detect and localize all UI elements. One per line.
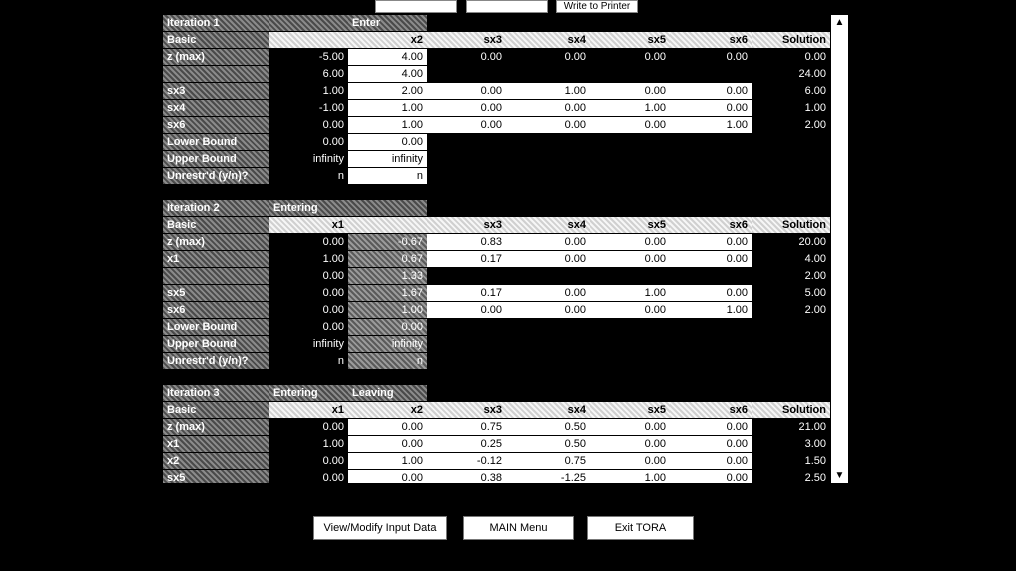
scroll-down-icon[interactable]: ▼	[834, 470, 845, 481]
table-cell[interactable]: 0.00	[670, 285, 752, 301]
row-label: Lower Bound	[163, 134, 269, 150]
table-cell[interactable]: 0.00	[506, 49, 590, 65]
table-cell[interactable]: 1.00	[590, 470, 670, 483]
table-cell[interactable]: 0.00	[670, 49, 752, 65]
table-cell[interactable]: n	[269, 168, 348, 184]
table-cell[interactable]	[506, 168, 590, 184]
table-cell[interactable]: 0.25	[427, 436, 506, 452]
column-header: sx5	[590, 217, 670, 233]
column-header	[269, 32, 348, 48]
column-header: Solution	[752, 402, 830, 418]
column-header: sx3	[427, 32, 506, 48]
entering-tag: Entering	[269, 200, 348, 216]
table-cell[interactable]	[670, 134, 752, 150]
table-cell[interactable]	[590, 336, 670, 352]
table-cell[interactable]: 1.00	[670, 302, 752, 318]
table-cell[interactable]: 0.00	[506, 100, 590, 116]
table-cell[interactable]: 1.00	[269, 83, 348, 99]
column-header	[348, 217, 427, 233]
table-cell[interactable]: 0.50	[506, 419, 590, 435]
column-header: sx3	[427, 402, 506, 418]
row-label: Unrestr'd (y/n)?	[163, 168, 269, 184]
row-label: Lower Bound	[163, 319, 269, 335]
iteration-title: Iteration 1	[163, 15, 269, 31]
table-cell[interactable]: 0.00	[427, 49, 506, 65]
table-cell[interactable]: 0.00	[670, 470, 752, 483]
table-cell[interactable]: 0.00	[269, 268, 348, 284]
row-label: sx6	[163, 117, 269, 133]
column-header: sx3	[427, 217, 506, 233]
table-cell[interactable]: 0.00	[427, 117, 506, 133]
table-cell[interactable]: 0.00	[590, 453, 670, 469]
table-cell[interactable]: 0.00	[348, 436, 427, 452]
row-label: Upper Bound	[163, 151, 269, 167]
table-cell[interactable]: 0.00	[590, 419, 670, 435]
table-cell[interactable]: 0.00	[590, 234, 670, 250]
table-cell[interactable]	[506, 134, 590, 150]
table-cell[interactable]: -5.00	[269, 49, 348, 65]
column-header: sx5	[590, 402, 670, 418]
table-cell[interactable]: 21.00	[752, 419, 830, 435]
iterations-table	[163, 15, 848, 483]
column-header: x1	[269, 402, 348, 418]
table-cell[interactable]	[590, 268, 670, 284]
table-cell[interactable]: 0.38	[427, 470, 506, 483]
table-cell[interactable]: 0.00	[427, 83, 506, 99]
table-cell[interactable]: n	[348, 168, 427, 184]
row-label: z (max)	[163, 234, 269, 250]
table-cell[interactable]: 1.00	[269, 251, 348, 267]
table-cell[interactable]	[427, 66, 506, 82]
scroll-up-icon[interactable]: ▲	[834, 17, 845, 28]
table-cell[interactable]: 0.00	[269, 453, 348, 469]
column-header: sx6	[670, 32, 752, 48]
table-cell[interactable]: 2.50	[752, 470, 830, 483]
column-header: sx6	[670, 217, 752, 233]
column-header: x2	[348, 402, 427, 418]
table-cell[interactable]	[506, 336, 590, 352]
table-cell[interactable]: 1.50	[752, 453, 830, 469]
table-cell[interactable]: 0.17	[427, 285, 506, 301]
table-cell[interactable]: 0.00	[670, 83, 752, 99]
table-cell[interactable]: 1.00	[590, 285, 670, 301]
view-modify-input-data-button[interactable]: View/Modify Input Data	[313, 516, 447, 540]
table-cell[interactable]: 0.00	[348, 134, 427, 150]
column-header: sx4	[506, 217, 590, 233]
row-label	[163, 268, 269, 284]
table-cell[interactable]: 1.00	[348, 117, 427, 133]
table-cell[interactable]: 0.00	[670, 251, 752, 267]
table-cell[interactable]: 0.00	[269, 117, 348, 133]
table-cell[interactable]: 0.00	[506, 285, 590, 301]
column-header: Basic	[163, 217, 269, 233]
table-cell[interactable]	[752, 168, 830, 184]
table-cell[interactable]	[506, 268, 590, 284]
table-cell[interactable]: 1.00	[348, 302, 427, 318]
table-cell[interactable]: 1.00	[670, 117, 752, 133]
table-cell[interactable]	[670, 319, 752, 335]
table-cell[interactable]	[752, 151, 830, 167]
table-cell[interactable]	[670, 151, 752, 167]
table-cell[interactable]: 0.00	[670, 436, 752, 452]
column-header: sx4	[506, 402, 590, 418]
table-cell[interactable]: 0.50	[506, 436, 590, 452]
table-cell[interactable]: 0.67	[348, 251, 427, 267]
table-cell[interactable]	[752, 353, 830, 369]
table-cell[interactable]: 0.83	[427, 234, 506, 250]
table-cell[interactable]: 0.00	[506, 117, 590, 133]
iteration-title: Iteration 2	[163, 200, 269, 216]
table-cell[interactable]: 0.00	[590, 436, 670, 452]
column-header: sx6	[670, 402, 752, 418]
table-cell[interactable]: 6.00	[269, 66, 348, 82]
table-cell[interactable]	[670, 268, 752, 284]
table-cell[interactable]: 0.00	[590, 83, 670, 99]
table-cell[interactable]: 0.00	[269, 234, 348, 250]
row-label: Upper Bound	[163, 336, 269, 352]
row-label: sx3	[163, 83, 269, 99]
table-cell[interactable]: 0.00	[752, 49, 830, 65]
row-label: z (max)	[163, 419, 269, 435]
table-cell[interactable]: -1.00	[269, 100, 348, 116]
table-cell[interactable]: 5.00	[752, 285, 830, 301]
column-header: Basic	[163, 32, 269, 48]
table-cell[interactable]: 0.00	[670, 100, 752, 116]
top-button-1[interactable]	[375, 0, 457, 13]
table-cell[interactable]	[670, 168, 752, 184]
row-label: x2	[163, 453, 269, 469]
table-cell[interactable]	[590, 151, 670, 167]
table-cell[interactable]: 0.00	[590, 251, 670, 267]
table-cell[interactable]: -0.12	[427, 453, 506, 469]
table-cell[interactable]: 0.00	[590, 302, 670, 318]
table-cell[interactable]: 6.00	[752, 83, 830, 99]
table-cell[interactable]	[752, 134, 830, 150]
table-cell[interactable]: 0.00	[348, 419, 427, 435]
table-cell[interactable]	[427, 151, 506, 167]
table-cell[interactable]: 0.00	[427, 100, 506, 116]
table-cell[interactable]	[590, 319, 670, 335]
table-cell[interactable]: 0.00	[670, 453, 752, 469]
column-header: Solution	[752, 32, 830, 48]
leaving-tag: Enter	[348, 15, 427, 31]
top-button-2[interactable]	[466, 0, 548, 13]
table-cell[interactable]: 2.00	[348, 83, 427, 99]
table-cell[interactable]: 0.00	[670, 419, 752, 435]
table-cell[interactable]: 1.00	[269, 436, 348, 452]
table-cell[interactable]: 0.00	[590, 117, 670, 133]
table-cell[interactable]	[670, 353, 752, 369]
table-cell[interactable]	[506, 319, 590, 335]
table-cell[interactable]: 20.00	[752, 234, 830, 250]
table-cell[interactable]	[506, 66, 590, 82]
table-cell[interactable]: infinity	[269, 336, 348, 352]
table-cell[interactable]	[752, 336, 830, 352]
table-cell[interactable]: 24.00	[752, 66, 830, 82]
table-cell[interactable]	[670, 336, 752, 352]
table-cell[interactable]: 0.00	[269, 319, 348, 335]
table-cell[interactable]: n	[348, 353, 427, 369]
table-cell[interactable]: 1.33	[348, 268, 427, 284]
row-label: sx4	[163, 100, 269, 116]
table-cell[interactable]	[590, 353, 670, 369]
table-cell[interactable]: 0.00	[506, 302, 590, 318]
table-cell[interactable]: 0.00	[269, 470, 348, 483]
table-cell[interactable]: infinity	[269, 151, 348, 167]
table-cell[interactable]: 0.00	[506, 251, 590, 267]
table-cell[interactable]: 0.00	[506, 234, 590, 250]
table-cell[interactable]: 1.00	[590, 100, 670, 116]
table-cell[interactable]: 0.00	[348, 470, 427, 483]
table-cell[interactable]: 4.00	[348, 49, 427, 65]
column-header: sx4	[506, 32, 590, 48]
table-cell[interactable]: 2.00	[752, 302, 830, 318]
table-cell[interactable]	[506, 151, 590, 167]
table-cell[interactable]	[427, 353, 506, 369]
table-cell[interactable]: 0.75	[427, 419, 506, 435]
table-cell[interactable]	[670, 66, 752, 82]
table-cell[interactable]: 1.00	[348, 100, 427, 116]
write-to-printer-button[interactable]: Write to Printer	[556, 0, 638, 13]
column-header: sx5	[590, 32, 670, 48]
table-cell[interactable]: 1.67	[348, 285, 427, 301]
row-label: sx6	[163, 302, 269, 318]
table-cell[interactable]: 0.17	[427, 251, 506, 267]
table-cell[interactable]: 0.00	[269, 302, 348, 318]
table-cell[interactable]: 1.00	[752, 100, 830, 116]
table-cell[interactable]	[752, 319, 830, 335]
table-cell[interactable]: infinity	[348, 151, 427, 167]
table-cell[interactable]: 0.00	[670, 234, 752, 250]
entering-tag	[269, 15, 348, 31]
column-header: x2	[348, 32, 427, 48]
leaving-tag: Leaving	[348, 385, 427, 401]
table-cell[interactable]: -0.67	[348, 234, 427, 250]
table-cell[interactable]: 0.00	[269, 419, 348, 435]
table-cell[interactable]: 0.00	[348, 319, 427, 335]
table-cell[interactable]	[590, 66, 670, 82]
table-cell[interactable]: n	[269, 353, 348, 369]
column-header: x1	[269, 217, 348, 233]
column-header: Solution	[752, 217, 830, 233]
table-cell[interactable]: infinity	[348, 336, 427, 352]
vertical-scrollbar[interactable]	[831, 15, 848, 483]
table-cell[interactable]	[427, 134, 506, 150]
table-cell[interactable]: 3.00	[752, 436, 830, 452]
table-cell[interactable]: 1.00	[506, 83, 590, 99]
row-label: x1	[163, 436, 269, 452]
table-cell[interactable]: 0.00	[427, 302, 506, 318]
row-label: z (max)	[163, 49, 269, 65]
table-cell[interactable]: 2.00	[752, 117, 830, 133]
table-cell[interactable]: 0.00	[269, 134, 348, 150]
row-label: Unrestr'd (y/n)?	[163, 353, 269, 369]
row-label: x1	[163, 251, 269, 267]
table-cell[interactable]: 0.75	[506, 453, 590, 469]
table-cell[interactable]: 2.00	[752, 268, 830, 284]
table-cell[interactable]	[590, 168, 670, 184]
table-cell[interactable]: 0.00	[590, 49, 670, 65]
leaving-tag	[348, 200, 427, 216]
table-cell[interactable]: -1.25	[506, 470, 590, 483]
table-cell[interactable]	[427, 336, 506, 352]
table-cell[interactable]	[427, 319, 506, 335]
table-cell[interactable]	[590, 134, 670, 150]
row-label: sx5	[163, 285, 269, 301]
table-cell[interactable]: 1.00	[348, 453, 427, 469]
table-cell[interactable]: 4.00	[348, 66, 427, 82]
table-cell[interactable]: 4.00	[752, 251, 830, 267]
main-menu-button[interactable]: MAIN Menu	[463, 516, 574, 540]
exit-tora-button[interactable]: Exit TORA	[587, 516, 694, 540]
table-cell[interactable]: 0.00	[269, 285, 348, 301]
row-label	[163, 66, 269, 82]
column-header: Basic	[163, 402, 269, 418]
table-cell[interactable]	[506, 353, 590, 369]
iteration-title: Iteration 3	[163, 385, 269, 401]
entering-tag: Entering	[269, 385, 348, 401]
row-label: sx5	[163, 470, 269, 483]
table-cell[interactable]	[427, 168, 506, 184]
table-cell[interactable]	[427, 268, 506, 284]
